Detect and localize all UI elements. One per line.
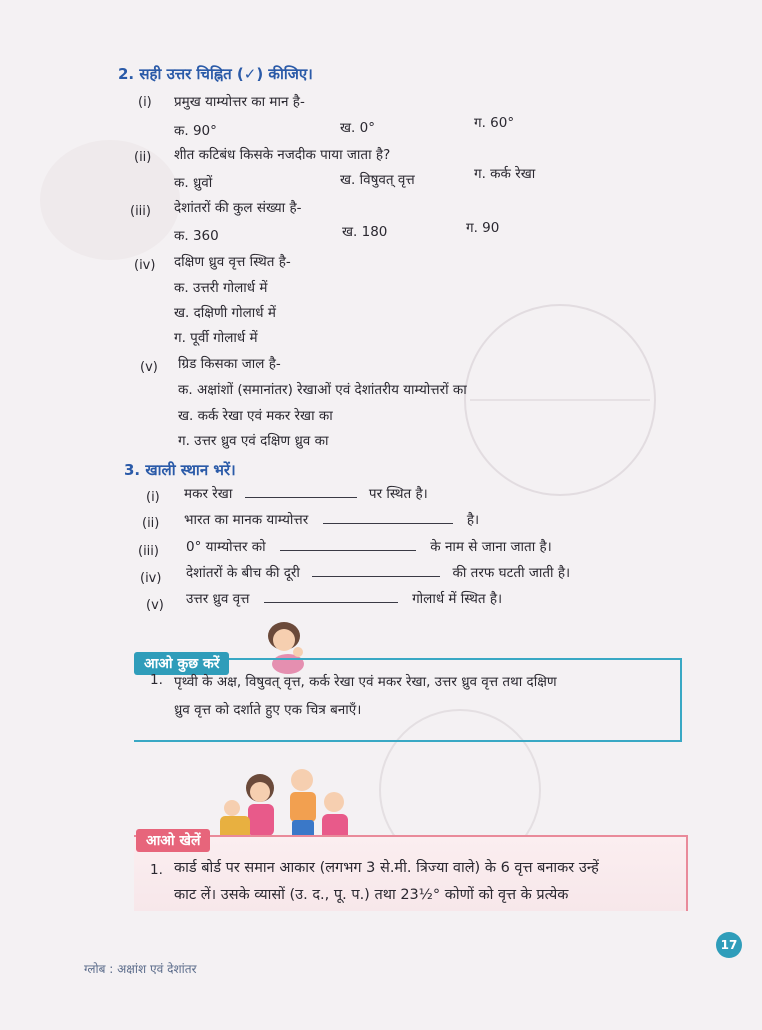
q3-3-blank[interactable] — [280, 550, 416, 551]
q2-4-option-c[interactable]: ग. पूर्वी गोलार्ध में — [174, 330, 258, 346]
section-3-number: 3. — [124, 461, 141, 479]
q2-3-option-b[interactable]: ख. 180 — [342, 224, 388, 240]
game-line-1: कार्ड बोर्ड पर समान आकार (लगभग 3 से.मी. त्रिज्या वाले) के 6 वृत्त बनाकर उन्हें — [174, 860, 599, 876]
q2-2-option-c[interactable]: ग. कर्क रेखा — [474, 166, 536, 182]
activity-num: 1. — [150, 672, 163, 688]
q3-5-row — [186, 589, 502, 607]
q3-3-after: के नाम से जाना जाता है। — [430, 539, 552, 555]
q3-3-row — [186, 537, 552, 555]
q3-3-label: (iii) — [138, 544, 159, 559]
q2-2-label: (ii) — [134, 150, 152, 165]
game-tag: आओ खेलें — [136, 829, 210, 852]
q3-3-before: 0° याम्योत्तर को — [186, 539, 266, 555]
q2-5-option-a[interactable]: क. अक्षांशों (समानांतर) रेखाओं एवं देशांतरीय याम्योत्तरों का — [178, 382, 467, 398]
q2-3-option-c[interactable]: ग. 90 — [466, 220, 500, 236]
q2-1-option-a[interactable]: क. 90° — [174, 123, 217, 139]
q2-1-option-b[interactable]: ख. 0° — [340, 120, 375, 136]
q3-1-blank[interactable] — [245, 497, 357, 498]
page-number: 17 — [716, 932, 742, 958]
q3-2-blank[interactable] — [323, 523, 453, 524]
q2-4-option-b[interactable]: ख. दक्षिणी गोलार्ध में — [174, 305, 276, 321]
section-3-heading — [124, 460, 236, 480]
section-2-title: सही उत्तर चिह्नित (✓) कीजिए। — [139, 65, 313, 83]
q2-3-label: (iii) — [130, 204, 151, 219]
q3-2-after: है। — [466, 512, 480, 528]
section-2-heading — [118, 64, 313, 84]
q2-5-option-c[interactable]: ग. उत्तर ध्रुव एवं दक्षिण ध्रुव का — [178, 433, 329, 449]
q2-5-label: (v) — [140, 360, 158, 375]
q3-2-row — [184, 510, 479, 528]
q3-1-label: (i) — [146, 490, 160, 505]
q3-1-row — [184, 484, 428, 502]
q3-4-label: (iv) — [140, 571, 162, 586]
section-3-title: खाली स्थान भरें। — [145, 461, 236, 479]
q2-3-option-a[interactable]: क. 360 — [174, 228, 219, 244]
q3-4-row — [186, 563, 570, 581]
q2-4-text: दक्षिण ध्रुव वृत्त स्थित है- — [174, 254, 291, 270]
q3-4-after: की तरफ घटती जाती है। — [452, 565, 571, 581]
q2-1-text: प्रमुख याम्योत्तर का मान है- — [174, 94, 305, 110]
q3-5-before: उत्तर ध्रुव वृत्त — [186, 591, 250, 607]
game-num: 1. — [150, 862, 163, 878]
q3-5-after: गोलार्ध में स्थित है। — [412, 591, 503, 607]
footer-chapter-title: ग्लोब : अक्षांश एवं देशांतर — [84, 962, 197, 976]
q2-1-label: (i) — [138, 95, 152, 110]
q3-2-label: (ii) — [142, 516, 160, 531]
q2-2-option-a[interactable]: क. ध्रुवों — [174, 175, 213, 191]
q3-5-label: (v) — [146, 598, 164, 613]
q2-1-option-c[interactable]: ग. 60° — [474, 115, 515, 131]
section-2-number: 2. — [118, 65, 135, 83]
activity-line-1: पृथ्वी के अक्ष, विषुवत् वृत्त, कर्क रेखा एवं मकर रेखा, उत्तर ध्रुव वृत्त तथा दक्षिण — [174, 674, 557, 690]
activity-tag: आओ कुछ करें — [134, 652, 229, 675]
q2-4-label: (iv) — [134, 258, 156, 273]
game-line-2: काट लें। उसके व्यासों (उ. द., पू. प.) तथा 23½° कोणों को वृत्त के प्रत्येक — [174, 887, 569, 903]
q2-5-option-b[interactable]: ख. कर्क रेखा एवं मकर रेखा का — [178, 408, 333, 424]
q2-2-text: शीत कटिबंध किसके नजदीक पाया जाता है? — [174, 147, 391, 163]
q3-2-before: भारत का मानक याम्योत्तर — [184, 512, 309, 528]
q3-4-before: देशांतरों के बीच की दूरी — [186, 565, 300, 581]
q3-1-after: पर स्थित है। — [368, 486, 428, 502]
activity-line-2: ध्रुव वृत्त को दर्शाते हुए एक चित्र बनाएँ। — [174, 702, 362, 718]
q3-1-before: मकर रेखा — [184, 486, 233, 502]
q3-4-blank[interactable] — [312, 576, 440, 577]
q3-5-blank[interactable] — [264, 602, 398, 603]
q2-4-option-a[interactable]: क. उत्तरी गोलार्ध में — [174, 280, 268, 296]
q2-3-text: देशांतरों की कुल संख्या है- — [174, 200, 302, 216]
q2-2-option-b[interactable]: ख. विषुवत् वृत्त — [340, 172, 415, 188]
q2-5-text: ग्रिड किसका जाल है- — [178, 356, 281, 372]
